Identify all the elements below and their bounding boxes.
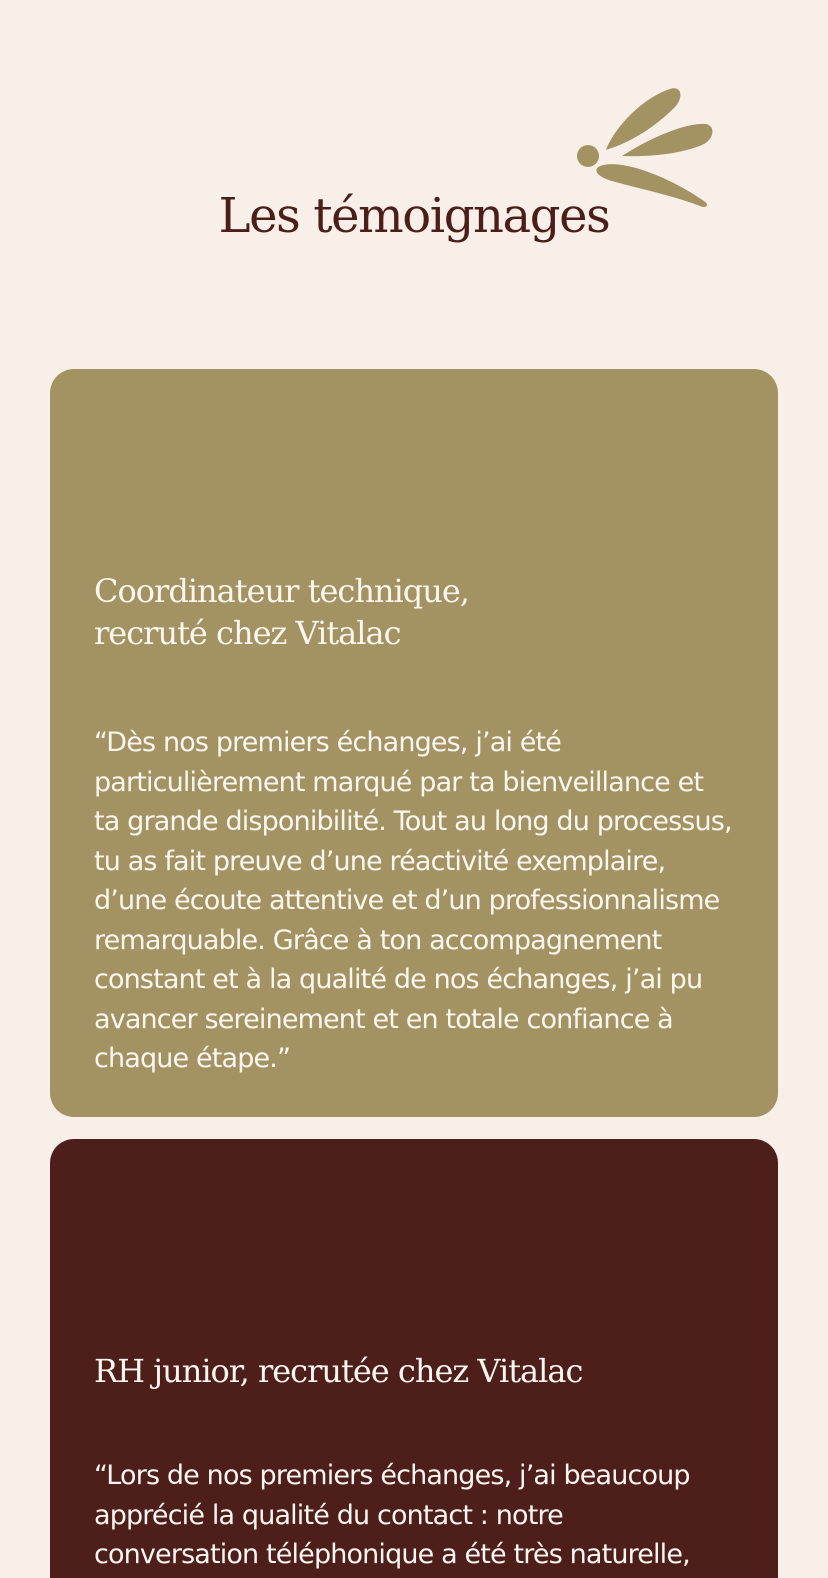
testimonial-title-line: recruté chez Vitalac [94, 614, 401, 652]
testimonial-title [94, 570, 734, 654]
testimonial-title [94, 1350, 734, 1392]
testimonial-title-line: RH junior, recrutée chez Vitalac [94, 1352, 583, 1390]
page-title: Les témoignages [218, 188, 610, 244]
testimonial-title-line: Coordinateur technique, [94, 572, 469, 610]
testimonial-card [50, 369, 778, 1117]
testimonials-header [0, 0, 828, 300]
testimonial-quote: “Dès nos premiers échanges, j’ai été particulièrement marqué par ta bienveillance et ta grande disponibilité. Tout au long du processus, tu as fait preuve d’une réactivité exemplaire, d’une écoute attentive et d’un professionnalisme remarquable. Grâce à ton accompagnement constant et à la qualité de nos échanges, j’ai pu avancer sereinement et en totale confiance à chaque étape.” [94, 727, 732, 1074]
testimonial-card [50, 1139, 778, 1578]
testimonial-quote: “Lors de nos premiers échanges, j’ai beaucoup apprécié la qualité du contact : notre conversation téléphonique a été très naturelle, [94, 1460, 690, 1570]
